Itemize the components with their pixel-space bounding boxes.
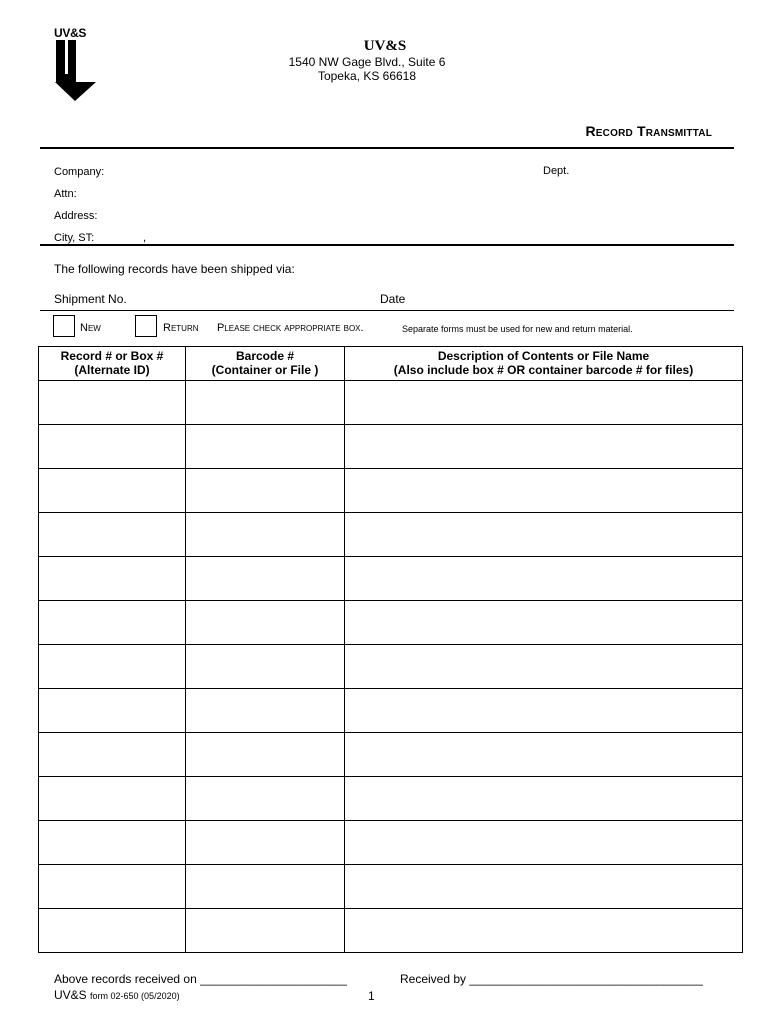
table-row xyxy=(39,865,743,909)
date-label: Date xyxy=(380,292,406,306)
table-row xyxy=(39,733,743,777)
page-title: Record Transmittal xyxy=(585,123,712,139)
description-cell[interactable] xyxy=(345,381,743,425)
description-cell[interactable] xyxy=(345,909,743,953)
barcode-cell[interactable] xyxy=(186,469,345,513)
col-header-barcode xyxy=(186,347,345,381)
table-row xyxy=(39,425,743,469)
records-table xyxy=(38,346,743,953)
address-label: Address: xyxy=(54,210,98,222)
barcode-cell[interactable] xyxy=(186,689,345,733)
separate-forms-note: Separate forms must be used for new and return material. xyxy=(402,324,633,334)
barcode-cell[interactable] xyxy=(186,645,345,689)
col-header-record-line2: (Alternate ID) xyxy=(74,363,150,377)
description-cell[interactable] xyxy=(345,645,743,689)
table-row xyxy=(39,645,743,689)
record-cell[interactable] xyxy=(39,733,186,777)
description-cell[interactable] xyxy=(345,513,743,557)
header-address-line2: Topeka, KS 66618 xyxy=(317,69,417,83)
received-by-field: Received by ___________________________________ xyxy=(400,972,703,986)
table-row xyxy=(39,909,743,953)
check-box-instruction: Please check appropriate box. xyxy=(217,322,364,334)
record-cell[interactable] xyxy=(39,777,186,821)
form-number: form 02-650 (05/2020) xyxy=(90,991,180,1001)
received-on-field: Above records received on ______________________ xyxy=(54,972,347,986)
shipment-no-label: Shipment No. xyxy=(54,292,127,306)
address-divider xyxy=(40,244,734,246)
return-checkbox-label: Return xyxy=(163,322,199,334)
record-cell[interactable] xyxy=(39,425,186,469)
col-header-record-line1: Record # or Box # xyxy=(60,349,164,363)
city-comma: , xyxy=(143,232,147,244)
return-checkbox[interactable] xyxy=(135,315,157,337)
barcode-cell[interactable] xyxy=(186,381,345,425)
new-checkbox-label: New xyxy=(80,322,101,334)
table-row xyxy=(39,777,743,821)
record-cell[interactable] xyxy=(39,381,186,425)
barcode-cell[interactable] xyxy=(186,425,345,469)
table-row xyxy=(39,557,743,601)
barcode-cell[interactable] xyxy=(186,865,345,909)
description-cell[interactable] xyxy=(345,557,743,601)
city-st-label: City, ST: xyxy=(54,232,95,244)
table-row xyxy=(39,381,743,425)
description-cell[interactable] xyxy=(345,733,743,777)
col-header-description xyxy=(345,347,743,381)
logo-text: UV&S xyxy=(54,26,87,40)
record-cell[interactable] xyxy=(39,645,186,689)
page-number: 1 xyxy=(368,989,375,1003)
new-checkbox[interactable] xyxy=(53,315,75,337)
record-cell[interactable] xyxy=(39,513,186,557)
record-cell[interactable] xyxy=(39,601,186,645)
barcode-cell[interactable] xyxy=(186,777,345,821)
record-cell[interactable] xyxy=(39,557,186,601)
record-cell[interactable] xyxy=(39,909,186,953)
barcode-cell[interactable] xyxy=(186,557,345,601)
header-address-line1: 1540 NW Gage Blvd., Suite 6 xyxy=(288,55,446,69)
record-cell[interactable] xyxy=(39,689,186,733)
barcode-cell[interactable] xyxy=(186,513,345,557)
table-row xyxy=(39,469,743,513)
record-cell[interactable] xyxy=(39,821,186,865)
col-header-description-line2: (Also include box # OR container barcode # for files) xyxy=(393,363,694,377)
description-cell[interactable] xyxy=(345,821,743,865)
barcode-cell[interactable] xyxy=(186,601,345,645)
col-header-record xyxy=(39,347,186,381)
table-header-row xyxy=(39,347,743,381)
table-row xyxy=(39,821,743,865)
company-label: Company: xyxy=(54,166,105,178)
description-cell[interactable] xyxy=(345,425,743,469)
form-brand: UV&S xyxy=(54,988,87,1002)
header-company: UV&S xyxy=(363,38,407,54)
description-cell[interactable] xyxy=(345,865,743,909)
table-row xyxy=(39,601,743,645)
form-id xyxy=(54,988,180,1002)
record-cell[interactable] xyxy=(39,865,186,909)
table-row xyxy=(39,513,743,557)
table-row xyxy=(39,689,743,733)
col-header-description-line1: Description of Contents or File Name xyxy=(437,349,650,363)
dept-label: Dept. xyxy=(543,165,570,177)
col-header-barcode-line1: Barcode # xyxy=(235,349,295,363)
barcode-cell[interactable] xyxy=(186,821,345,865)
title-divider xyxy=(40,147,734,149)
record-cell[interactable] xyxy=(39,469,186,513)
description-cell[interactable] xyxy=(345,777,743,821)
barcode-cell[interactable] xyxy=(186,909,345,953)
shipped-via-label: The following records have been shipped via: xyxy=(54,262,295,276)
shipping-divider xyxy=(40,310,734,311)
attn-label: Attn: xyxy=(54,188,77,200)
col-header-barcode-line2: (Container or File ) xyxy=(211,363,319,377)
description-cell[interactable] xyxy=(345,689,743,733)
barcode-cell[interactable] xyxy=(186,733,345,777)
description-cell[interactable] xyxy=(345,601,743,645)
description-cell[interactable] xyxy=(345,469,743,513)
